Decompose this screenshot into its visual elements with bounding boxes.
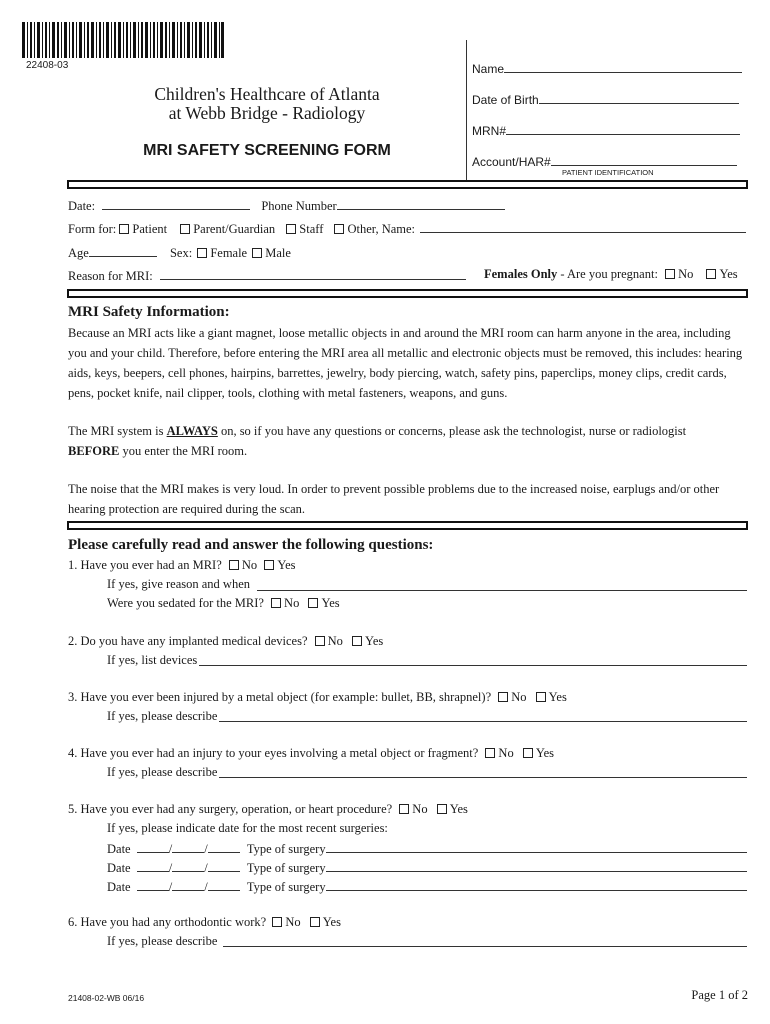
q3-yes-label: Yes [548,690,567,704]
page-number: Page 1 of 2 [691,988,748,1002]
pregnant-yes-label: Yes [719,267,738,281]
dob-field[interactable] [472,91,739,107]
safety-paragraph-always-on [68,421,748,461]
form-for-label: Form for: [68,222,117,236]
surgery-date-year[interactable] [208,859,240,872]
surgery-date-month[interactable] [137,878,169,891]
q4-describe-row [107,765,217,780]
q6-no-checkbox[interactable] [272,917,282,927]
barcode-graphic [22,22,224,58]
sedated-no-label: No [284,596,300,610]
safety-text-segment: you enter the MRI room. [122,444,248,458]
female-option-label: Female [210,246,248,260]
q5-yes-label: Yes [449,802,468,816]
q1-no-checkbox[interactable] [229,560,239,570]
q3-no-checkbox[interactable] [498,692,508,702]
surgery-date-label: Date [107,861,131,875]
phone-label: Phone Number [261,199,337,213]
safety-text-segment: on, so if you have any questions or concerns, please ask the technologist, nurse or radiologist [220,424,687,438]
safety-text-line: The noise that the MRI makes is very loud. In order to prevent possible problems due to the increased noise, earplugs and/or other [68,482,720,496]
sex-label: Sex: [169,246,193,260]
patient-id-caption: PATIENT IDENTIFICATION [562,168,654,177]
male-checkbox[interactable] [252,248,262,258]
q1-sedated-row [107,596,340,611]
always-emphasis: ALWAYS [166,424,218,438]
q2-yes-label: Yes [365,634,384,648]
surgery-row: Date / / Type of surgery [107,842,326,856]
q4-no-label: No [498,746,514,760]
pregnant-question: - Are you pregnant: [560,267,658,281]
hospital-name: Children's Healthcare of Atlanta [154,84,380,104]
other-checkbox[interactable] [334,224,344,234]
surgery-type-label: Type of surgery [246,861,326,875]
age-line[interactable] [89,244,157,257]
q1-no-label: No [241,558,258,572]
phone-line[interactable] [337,197,505,210]
q1-reason-label: If yes, give reason and when [107,577,251,591]
question-2 [68,634,383,649]
q1-sedated-question: Were you sedated for the MRI? [107,596,264,610]
q6-yes-checkbox[interactable] [310,917,320,927]
surgery-type-line[interactable] [326,890,747,891]
reason-label: Reason for MRI: [68,269,153,283]
q6-describe-row [107,934,217,949]
other-option-label: Other, Name: [347,222,416,236]
sedated-yes-checkbox[interactable] [308,598,318,608]
safety-text-line: you and your child. Therefore, before entering the MRI area all metallic and electronic objects must be removed, this includes: hearing [68,346,743,360]
patient-id-divider [466,40,467,180]
question-4 [68,746,554,761]
question-5 [68,802,468,817]
mrn-line[interactable] [506,122,740,135]
q6-no-label: No [285,915,301,929]
safety-text-line: Because an MRI acts like a giant magnet, loose metallic objects in and around the MRI room can harm anyone in the area, including [68,326,731,340]
q2-devices-row [107,653,197,668]
account-field[interactable] [472,153,737,169]
question-3-text: 3. Have you ever been injured by a metal object (for example: bullet, BB, shrapnel)? [68,690,492,704]
pregnant-yes-checkbox[interactable] [706,269,716,279]
safety-text-segment: The MRI system is [68,424,164,438]
questions-heading: Please carefully read and answer the following questions: [68,537,434,553]
surgery-row: Date / / Type of surgery [107,861,326,875]
patient-name-label: Name [472,62,505,76]
date-label: Date: [68,199,96,213]
dob-label: Date of Birth [472,93,539,107]
dob-line[interactable] [539,91,739,104]
safety-heading: MRI Safety Information: [68,304,230,320]
mrn-label: MRN# [472,124,507,138]
q6-yes-label: Yes [322,915,341,929]
date-line[interactable] [102,197,250,210]
q3-describe-label: If yes, please describe [107,709,218,723]
age-label: Age [68,246,89,260]
surgery-type-line[interactable] [326,871,747,872]
q4-yes-label: Yes [535,746,555,760]
date-row [68,197,505,214]
question-6-text: 6. Have you had any orthodontic work? [68,915,267,929]
sedated-no-checkbox[interactable] [271,598,281,608]
q4-describe-label: If yes, please describe [107,765,218,779]
q2-devices-line[interactable] [199,665,747,666]
q6-describe-line[interactable] [223,946,747,947]
q2-no-label: No [327,634,343,648]
q5-no-label: No [412,802,428,816]
footer-form-code: 21408-02-WB 06/16 [68,993,145,1003]
account-line[interactable] [551,153,737,166]
question-3 [68,690,567,705]
q3-describe-row [107,709,217,724]
q2-no-checkbox[interactable] [315,636,325,646]
barcode [22,22,224,58]
safety-text-line [68,421,748,441]
safety-text-line: aids, keys, beepers, cell phones, hairpins, barrettes, jewelry, body piercing, watch, safety pins, paperclips, money clips, credit cards, [68,366,727,380]
guardian-option-label: Parent/Guardian [193,222,276,236]
male-option-label: Male [265,246,291,260]
form-code: 22408-03 [26,60,69,71]
surgery-date-label: Date [107,880,131,894]
q5-instruction: If yes, please indicate date for the most recent surgeries: [107,821,388,835]
surgery-date-label: Date [107,842,131,856]
account-label: Account/HAR# [472,155,551,169]
pregnant-no-label: No [678,267,694,281]
before-emphasis: BEFORE [68,444,120,458]
q1-reason-line[interactable] [257,590,747,591]
female-checkbox[interactable] [197,248,207,258]
surgery-date-month[interactable] [137,859,169,872]
question-6 [68,915,341,930]
surgery-type-label: Type of surgery [246,842,326,856]
question-1 [68,558,296,573]
question-5-text: 5. Have you ever had any surgery, operation, or heart procedure? [68,802,393,816]
q5-no-checkbox[interactable] [399,804,409,814]
surgery-type-label: Type of surgery [246,880,326,894]
sedated-yes-label: Yes [321,596,340,610]
pregnancy-row [484,267,738,282]
patient-checkbox[interactable] [119,224,129,234]
safety-paragraph-noise [68,479,748,519]
reason-row [68,267,466,284]
section-divider-bar [67,289,748,298]
q2-yes-checkbox[interactable] [352,636,362,646]
question-1-text: 1. Have you ever had an MRI? [68,558,222,572]
q2-devices-label: If yes, list devices [107,653,198,667]
q1-yes-label: Yes [277,558,296,572]
safety-text-line: pens, pocket knife, nail clipper, tools, clothing with metal fasteners, weapons, and guns. [68,386,508,400]
reason-line[interactable] [160,267,466,280]
surgery-date-day[interactable] [172,840,204,853]
surgery-date-year[interactable] [208,878,240,891]
safety-text-line [68,441,748,461]
pregnant-no-checkbox[interactable] [665,269,675,279]
patient-name-field[interactable] [472,60,742,76]
mrn-field[interactable] [472,122,740,138]
patient-name-line[interactable] [504,60,742,73]
section-divider-bar [67,180,748,189]
q3-yes-checkbox[interactable] [536,692,546,702]
surgery-date-year[interactable] [208,840,240,853]
females-only-label: Females Only [484,267,558,281]
surgery-row: Date / / Type of surgery [107,880,326,894]
surgery-type-line[interactable] [326,852,747,853]
other-name-line[interactable] [420,220,746,233]
section-divider-bar [67,521,748,530]
q1-yes-checkbox[interactable] [264,560,274,570]
safety-paragraph-objects [68,323,748,403]
form-title: MRI SAFETY SCREENING FORM [143,142,391,159]
q4-describe-line[interactable] [219,777,747,778]
form-for-row [68,220,746,237]
staff-checkbox[interactable] [286,224,296,234]
guardian-checkbox[interactable] [180,224,190,234]
question-2-text: 2. Do you have any implanted medical devices? [68,634,308,648]
hospital-location: at Webb Bridge - Radiology [168,103,366,123]
q5-yes-checkbox[interactable] [437,804,447,814]
staff-option-label: Staff [299,222,324,236]
question-4-text: 4. Have you ever had an injury to your eyes involving a metal object or fragment? [68,746,479,760]
q4-no-checkbox[interactable] [485,748,495,758]
age-sex-row [68,244,291,261]
q3-describe-line[interactable] [219,721,747,722]
patient-option-label: Patient [132,222,168,236]
q4-yes-checkbox[interactable] [523,748,533,758]
q3-no-label: No [511,690,527,704]
q6-describe-label: If yes, please describe [107,934,218,948]
surgery-date-day[interactable] [172,878,204,891]
safety-text-line: hearing protection are required during the scan. [68,502,306,516]
surgery-date-month[interactable] [137,840,169,853]
surgery-date-day[interactable] [172,859,204,872]
q1-reason-row [107,577,250,592]
